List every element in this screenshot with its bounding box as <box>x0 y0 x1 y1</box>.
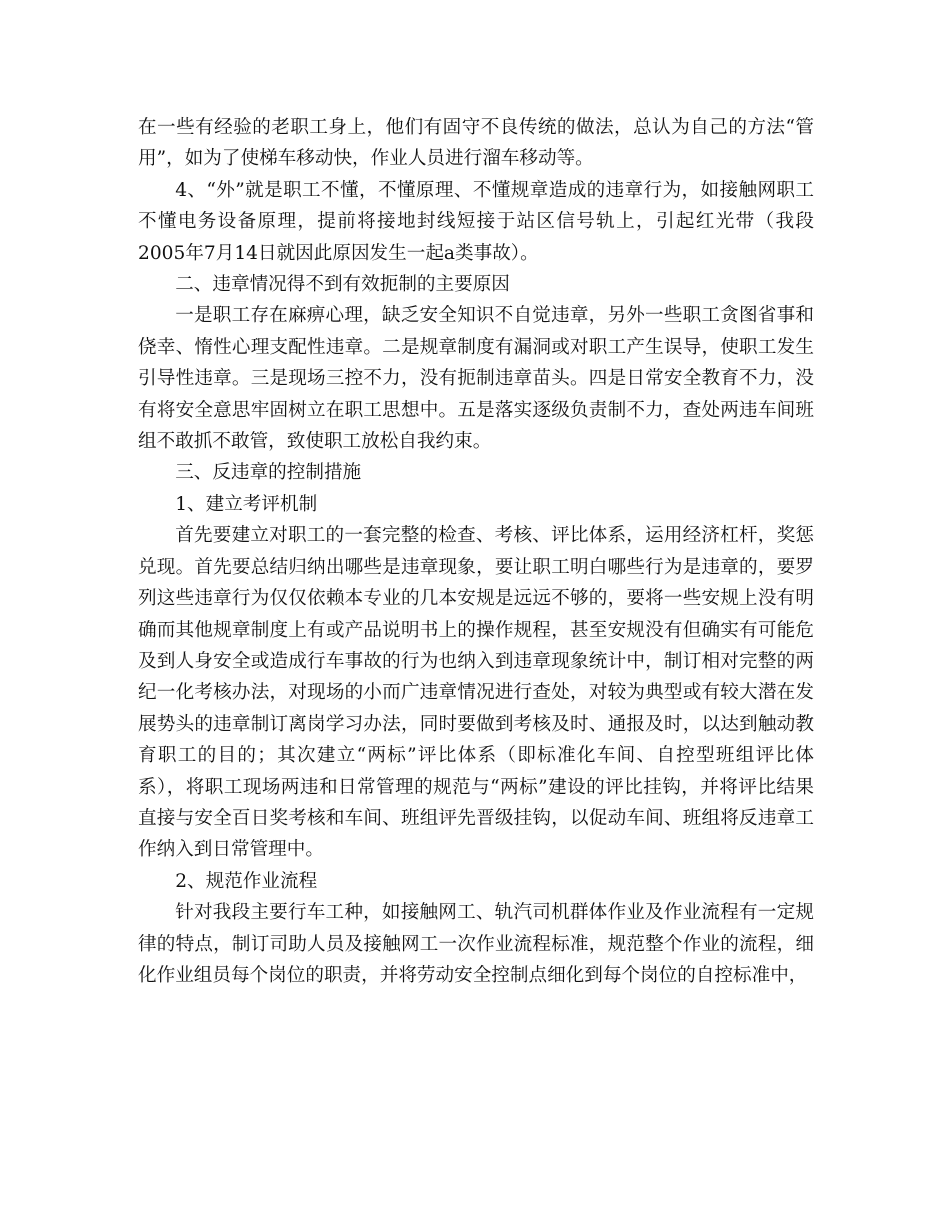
paragraph-workflow: 针对我段主要行车工种，如接触网工、轨汽司机群体作业及作业流程有一定规律的特点，制订司助人员及接触网工一次作业流程标准，规范整个作业的流程，细化作业组员每个岗位的职责，并将劳动安全控制点细化到每个岗位的自控标准中， <box>138 902 814 986</box>
paragraph-evaluation: 首先要建立对职工的一套完整的检查、考核、评比体系，运用经济杠杆，奖惩兑现。首先要总结归纳出哪些是违章现象，要让职工明白哪些行为是违章的，要罗列这些违章行为仅仅依赖本专业的几本安规是远远不够的，要将一些安规上没有明确而其他规章制度上有或产品说明书上的操作规程，甚至安规没有但确实有可能危及到人身安全或造成行车事故的行为也纳入到违章现象统计中，制订相对完整的两纪一化考核办法，对现场的小而广违章情况进行查处，对较为典型或有较大潜在发展势头的违章制订离岗学习办法，同时要做到考核及时、通报及时，以达到触动教育职工的目的；其次建立“两标”评比体系（即标准化车间、自控型班组评比体系），将职工现场两违和日常管理的规范与“两标”建设的评比挂钩，并将评比结果直接与安全百日奖考核和车间、班组评先晋级挂钩，以促动车间、班组将反违章工作纳入到日常管理中。 <box>138 525 814 861</box>
paragraph-causes: 一是职工存在麻痹心理，缺乏安全知识不自觉违章，另外一些职工贪图省事和侥幸、惰性心理支配性违章。二是规章制度有漏洞或对职工产生误导，使职工发生引导性违章。三是现场三控不力，没有扼制违章苗头。四是日常安全教育不力，没有将安全意思牢固树立在职工思想中。五是落实逐级负责制不力，查处两违车间班组不敢抓不敢管，致使职工放松自我约束。 <box>138 305 814 453</box>
paragraph-continued: 在一些有经验的老职工身上，他们有固守不良传统的做法，总认为自己的方法“管用”，如为了使梯车移动快，作业人员进行溜车移动等。 <box>138 117 814 170</box>
paragraph-item-4: 4、“外”就是职工不懂，不懂原理、不懂规章造成的违章行为，如接触网职工不懂电务设备原理，提前将接地封线短接于站区信号轨上，引起红光带（我段2005年7月14日就因此原因发生一起a类事故）。 <box>138 179 814 264</box>
section-heading-2: 二、违章情况得不到有效扼制的主要原因 <box>175 274 510 296</box>
subheading-1: 1、建立考评机制 <box>175 493 318 515</box>
section-heading-3: 三、反违章的控制措施 <box>175 462 362 484</box>
subheading-2: 2、规范作业流程 <box>175 870 318 892</box>
document-body <box>138 112 814 991</box>
